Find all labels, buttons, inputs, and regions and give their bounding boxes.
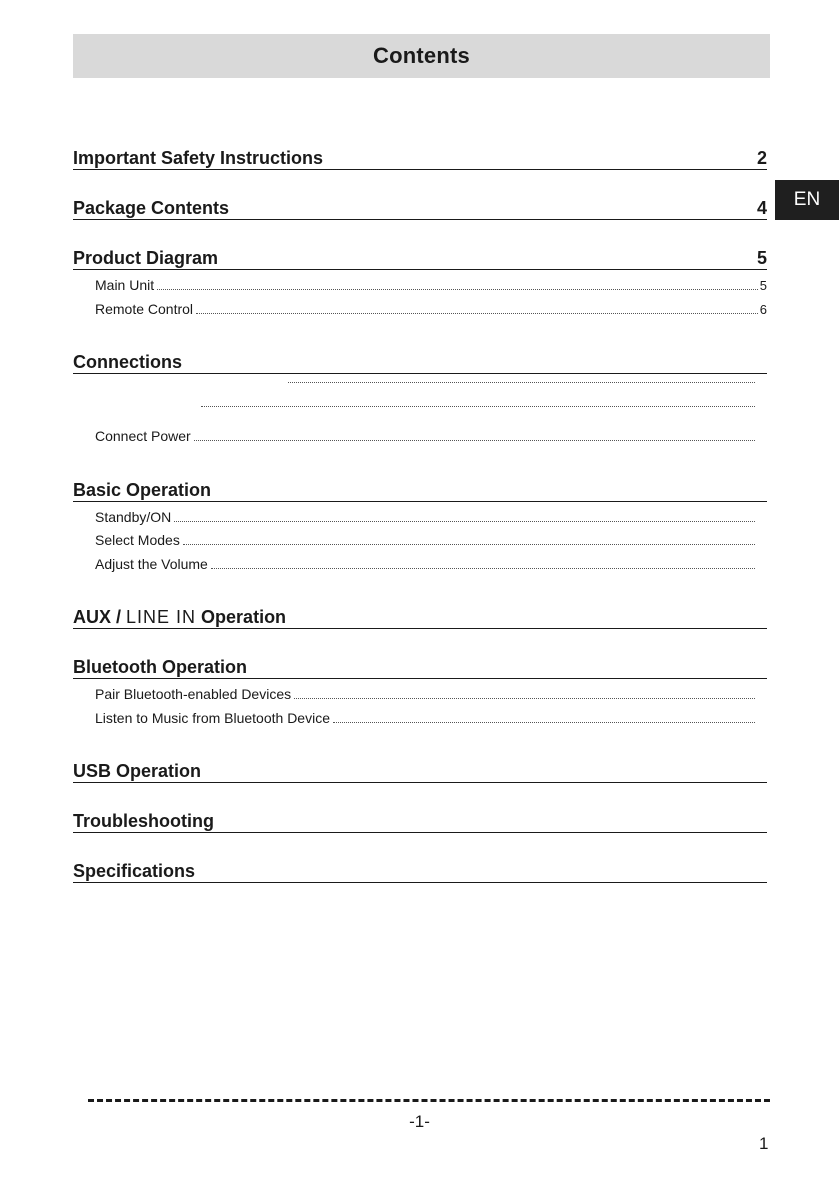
section-label[interactable] [73, 606, 286, 628]
toc-section-package-contents[interactable] [73, 190, 767, 220]
section-heading[interactable] [73, 649, 767, 679]
section-heading[interactable] [73, 344, 767, 374]
toc-entry[interactable] [95, 686, 767, 710]
entry-label[interactable]: Pair Bluetooth-enabled Devices [95, 686, 292, 702]
section-heading[interactable] [73, 472, 767, 502]
section-heading[interactable] [73, 240, 767, 270]
section-entries [73, 679, 767, 733]
page-title: Contents [373, 43, 470, 68]
section-label[interactable]: Package Contents [73, 198, 230, 218]
entry-label[interactable]: Listen to Music from Bluetooth Device [95, 709, 330, 726]
dot-leader [294, 697, 755, 699]
entry-page: 6 [759, 301, 767, 317]
section-heading[interactable] [73, 140, 767, 170]
toc-section-specifications[interactable] [73, 853, 767, 883]
toc-entry[interactable] [95, 405, 767, 429]
toc-section-aux-line-in[interactable] [73, 599, 767, 629]
label-prefix: AUX / [73, 607, 127, 627]
section-label[interactable]: Specifications [73, 861, 196, 881]
section-heading[interactable] [73, 190, 767, 220]
section-page: 5 [756, 248, 767, 268]
toc-section-product-diagram[interactable] [73, 240, 767, 324]
toc-entry[interactable] [95, 509, 767, 533]
section-label[interactable]: Basic Operation [73, 479, 212, 500]
toc-entry[interactable] [95, 556, 767, 580]
section-entries [73, 374, 767, 452]
toc-entry[interactable] [95, 277, 767, 301]
entry-page: 5 [759, 278, 767, 293]
toc-section-basic-operation[interactable] [73, 472, 767, 580]
dot-leader [174, 520, 755, 522]
toc-section-usb[interactable] [73, 753, 767, 783]
toc-section-troubleshooting[interactable] [73, 803, 767, 833]
dot-leader [157, 288, 758, 290]
toc-entry[interactable] [95, 532, 767, 556]
contents-title-bar [73, 34, 770, 78]
dot-leader [194, 439, 755, 441]
entry-label[interactable]: Standby/ON [95, 508, 172, 525]
section-entries [73, 502, 767, 580]
section-label[interactable]: Product Diagram [73, 248, 219, 268]
corner-page-number: 1 [759, 1134, 769, 1153]
section-heading[interactable] [73, 803, 767, 833]
toc-entry[interactable] [95, 428, 767, 452]
section-label[interactable]: USB Operation [73, 761, 202, 781]
label-suffix: Operation [196, 607, 287, 627]
dot-leader [196, 312, 758, 314]
toc-section-bluetooth[interactable] [73, 649, 767, 733]
entry-label[interactable]: Remote Control [95, 300, 194, 317]
label-line-in: LINE IN [126, 607, 197, 627]
toc-entry[interactable] [95, 710, 767, 734]
dot-leader [211, 567, 755, 569]
section-page: 2 [756, 148, 767, 168]
toc-section-connections[interactable] [73, 344, 767, 452]
section-page: 4 [756, 198, 767, 218]
entry-label[interactable]: Select Modes [95, 532, 180, 548]
table-of-contents [73, 140, 767, 883]
dot-leader [183, 543, 755, 545]
section-heading[interactable] [73, 753, 767, 783]
language-tab: EN [775, 180, 839, 220]
section-label[interactable]: Connections [73, 352, 183, 372]
section-heading[interactable] [73, 853, 767, 883]
section-heading[interactable] [73, 599, 767, 629]
dot-leader [333, 721, 755, 723]
dot-leader [288, 381, 755, 383]
section-label[interactable]: Troubleshooting [73, 811, 214, 831]
section-entries [73, 270, 767, 324]
footer-dashed-divider [88, 1099, 770, 1102]
toc-entry[interactable] [95, 301, 767, 325]
entry-label[interactable]: Main Unit [95, 277, 155, 293]
entry-label[interactable]: Adjust the Volume [95, 555, 208, 572]
toc-entry[interactable] [95, 381, 767, 405]
toc-section-safety[interactable] [73, 140, 767, 170]
section-label[interactable]: Important Safety Instructions [73, 148, 324, 168]
dot-leader [201, 405, 755, 407]
footer-page-number: -1- [409, 1112, 430, 1131]
section-label[interactable]: Bluetooth Operation [73, 657, 247, 677]
entry-label[interactable]: Connect Power [95, 428, 191, 444]
